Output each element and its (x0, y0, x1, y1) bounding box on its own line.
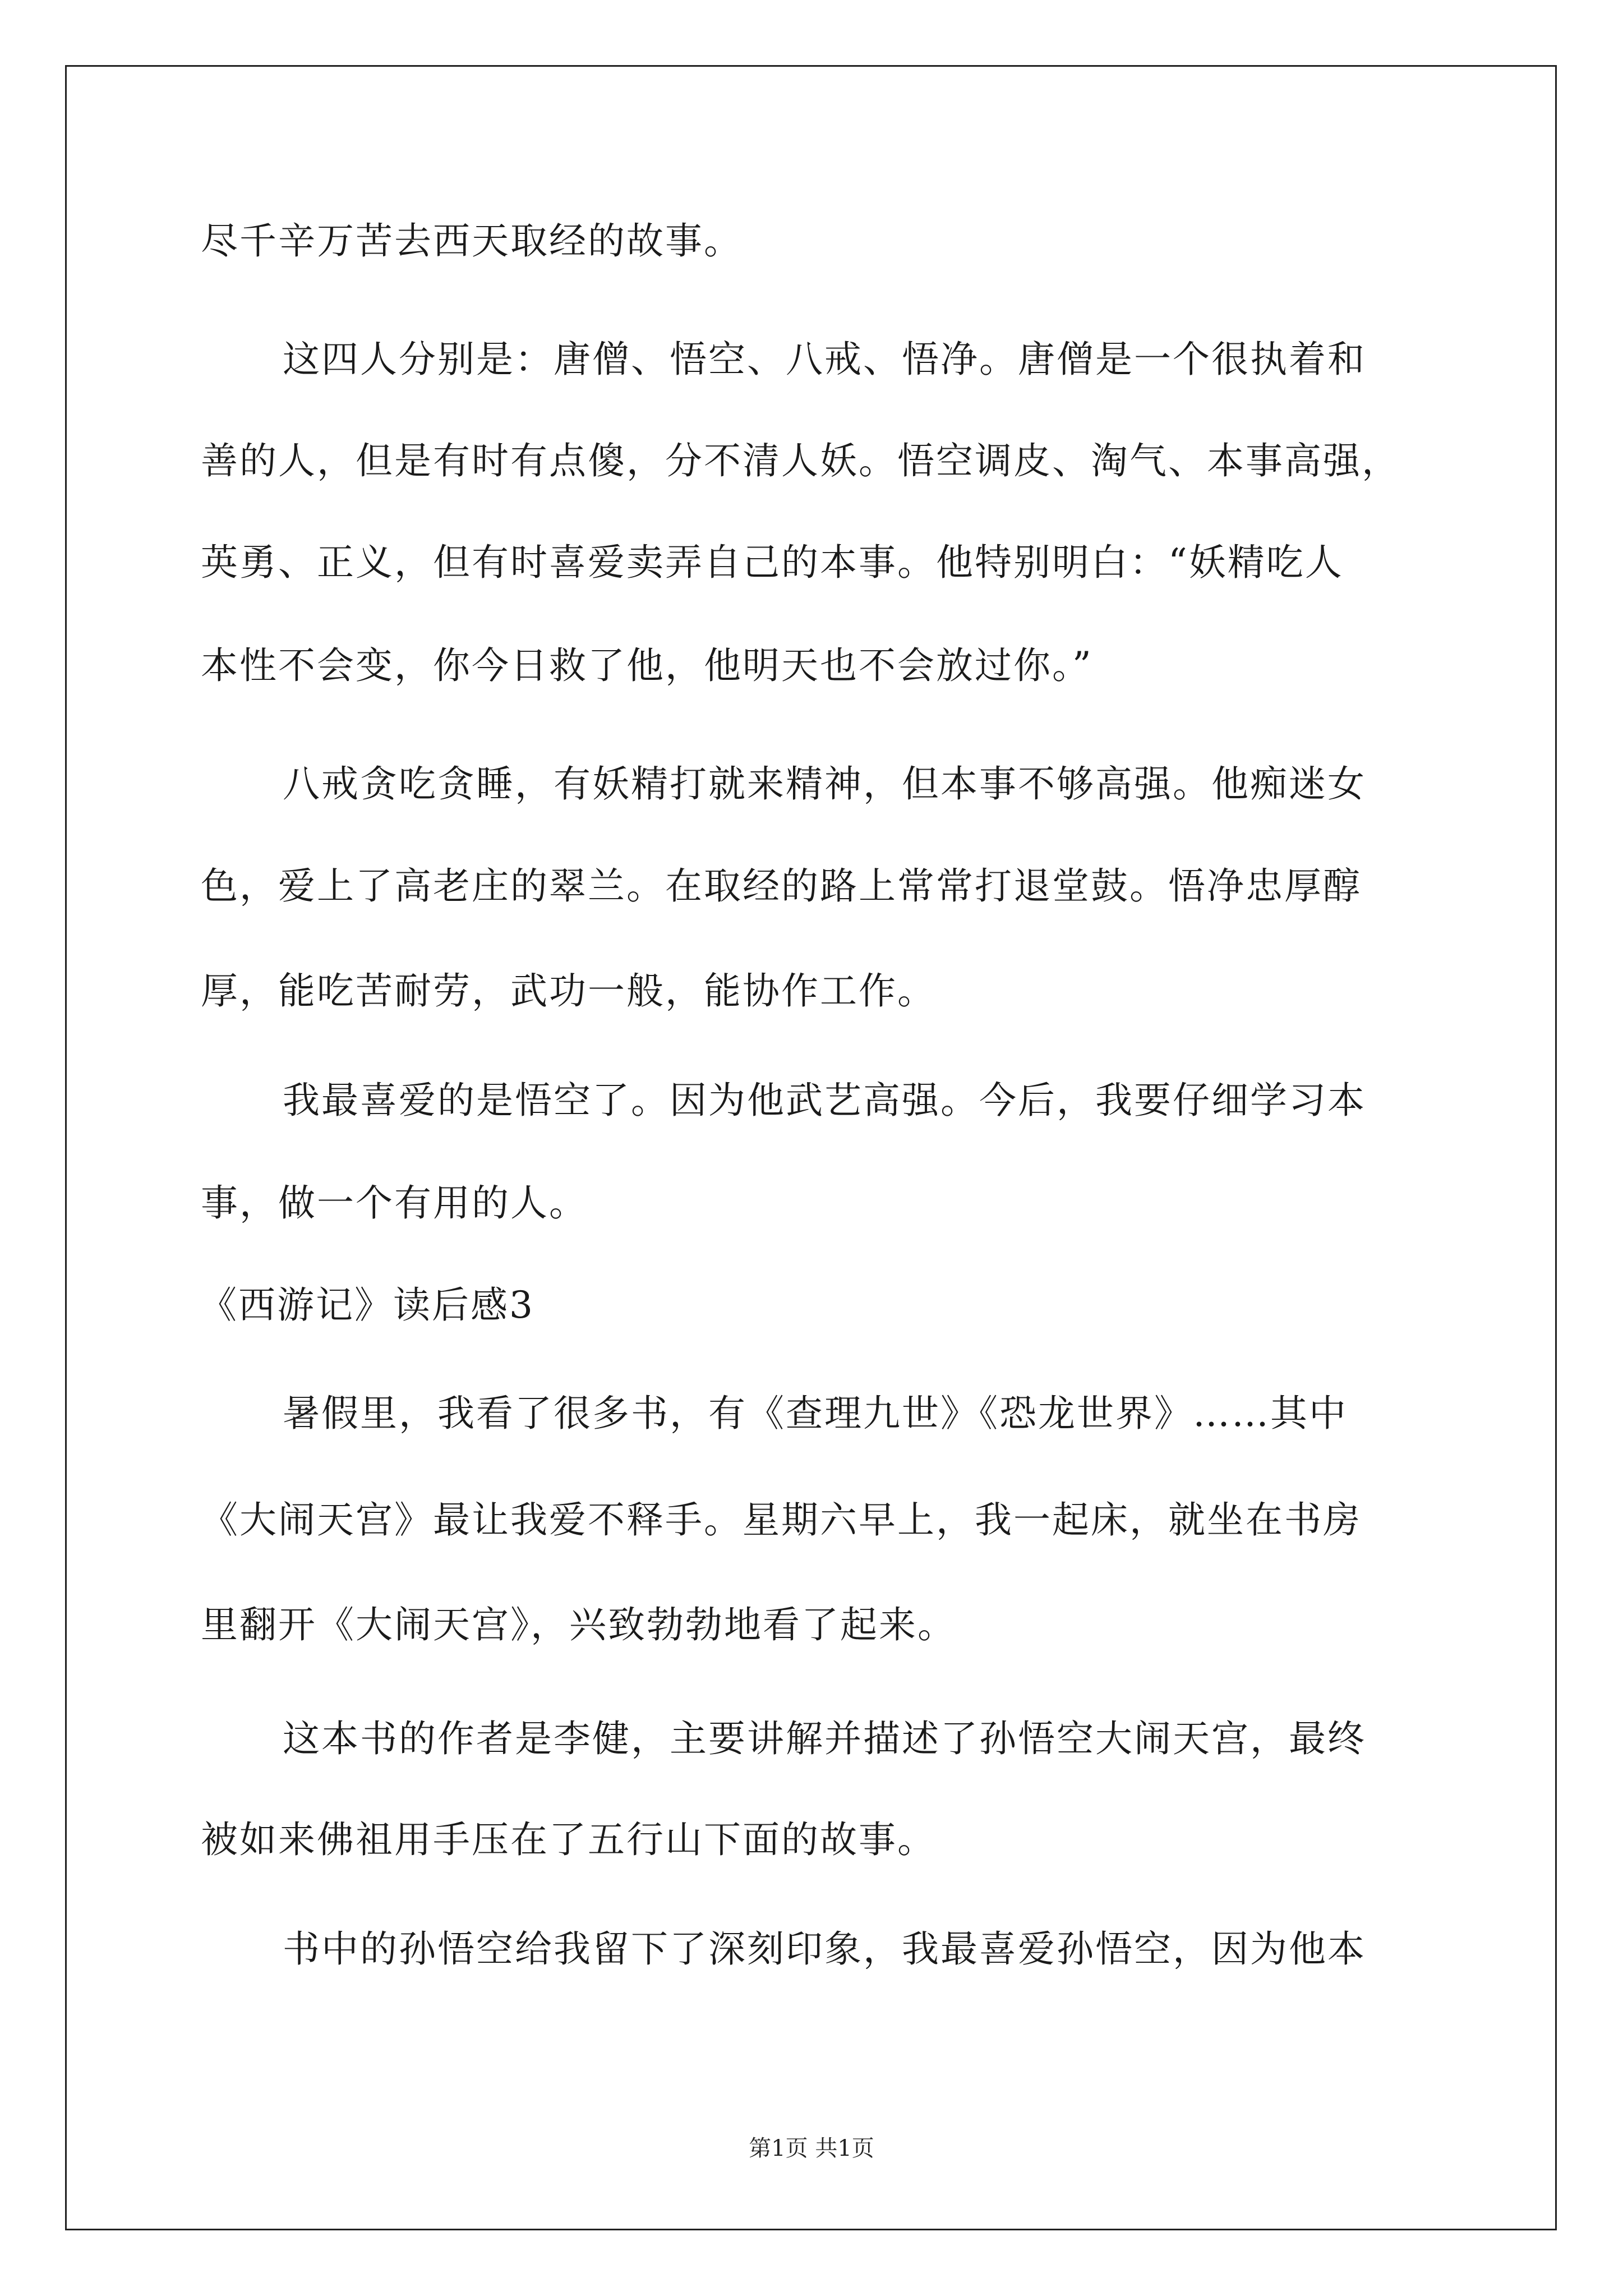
paragraph-line: 这本书的作者是李健，主要讲解并描述了孙悟空大闹天宫，最终 (283, 1717, 1366, 1760)
text-line: 尽千辛万苦去西天取经的故事。 (201, 219, 743, 263)
paragraph-line: 书中的孙悟空给我留下了深刻印象，我最喜爱孙悟空，因为他本 (283, 1927, 1366, 1971)
paragraph-line: 我最喜爱的是悟空了。因为他武艺高强。今后，我要仔细学习本 (283, 1079, 1366, 1122)
text-line: 事，做一个有用的人。 (201, 1181, 588, 1225)
text-line: 本性不会变，你今日救了他，他明天也不会放过你。” (201, 644, 1093, 687)
paragraph-line: 八戒贪吃贪睡，有妖精打就来精神，但本事不够高强。他痴迷女 (283, 762, 1366, 806)
section-heading: 《西游记》读后感3 (200, 1283, 534, 1327)
text-line: 被如来佛祖用手压在了五行山下面的故事。 (201, 1818, 936, 1861)
text-line: 色，爱上了高老庄的翠兰。在取经的路上常常打退堂鼓。悟净忠厚醇 (201, 864, 1362, 908)
text-line: 善的人，但是有时有点傻，分不清人妖。悟空调皮、淘气、本事高强， (201, 439, 1400, 482)
text-line: 厚，能吃苦耐劳，武功一般，能协作工作。 (201, 969, 936, 1013)
text-line: 英勇、正义，但有时喜爱卖弄自己的本事。他特别明白：“妖精吃人 (201, 541, 1344, 584)
page-border (65, 65, 1557, 2230)
text-line: 《大闹天宫》最让我爱不释手。星期六早上，我一起床，就坐在书房 (201, 1498, 1362, 1542)
text-line: 里翻开《大闹天宫》，兴致勃勃地看了起来。 (201, 1603, 956, 1646)
paragraph-line: 这四人分别是：唐僧、悟空、八戒、悟净。唐僧是一个很执着和 (283, 338, 1366, 381)
paragraph-line: 暑假里，我看了很多书，有《查理九世》《恐龙世界》……其中 (283, 1392, 1348, 1435)
page-footer: 第1页 共1页 (749, 2136, 874, 2161)
